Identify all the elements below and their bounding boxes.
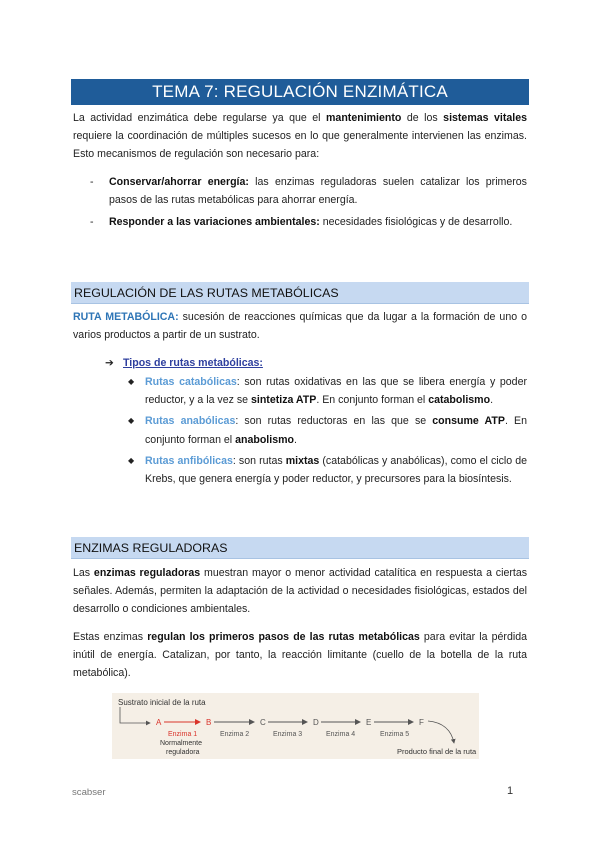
list-item xyxy=(128,373,527,409)
purpose-text: las enzimas reguladoras suelen catalizar los primeros pasos de las rutas metabólicas para ahorrar energía. xyxy=(109,176,527,207)
paragraph-text: Las xyxy=(73,567,94,579)
list-item xyxy=(90,213,527,231)
enzymes-paragraph-1 xyxy=(73,564,527,619)
route-type-bold: consume ATP xyxy=(432,415,505,428)
purpose-text: necesidades fisiológicas y de desarrollo. xyxy=(319,216,513,229)
section-heading-enzimas: ENZIMAS REGULADORAS xyxy=(71,537,529,559)
types-heading-item xyxy=(105,354,527,372)
purposes-list xyxy=(90,173,527,236)
route-type-text: . En conjunto forman el xyxy=(316,394,429,407)
pathway-node: A xyxy=(156,718,162,727)
route-type-text: . xyxy=(490,394,494,407)
route-type-name: Rutas catabólicas xyxy=(145,376,237,388)
route-type-name: Rutas anfibólicas xyxy=(145,454,233,467)
route-type-text: . xyxy=(293,433,297,446)
pathway-node: C xyxy=(260,718,266,727)
list-item xyxy=(128,452,527,488)
route-type-bold: catabolismo xyxy=(428,394,491,407)
route-type-text: : son rutas reductoras en las que se xyxy=(235,415,433,428)
page-number: 1 xyxy=(507,785,514,797)
substrate-label: Sustrato inicial de la ruta xyxy=(118,698,206,707)
diamond-bullet-icon: ◆ xyxy=(128,377,135,386)
route-type-text: . En conjunto forman el xyxy=(145,415,527,446)
enzyme-label: Enzima 3 xyxy=(273,731,303,738)
enzyme-label: Enzima 1 xyxy=(168,731,198,738)
pathway-svg xyxy=(112,693,479,759)
intro-paragraph xyxy=(73,109,527,164)
route-type-bold: mixtas xyxy=(285,454,320,467)
page-title: TEMA 7: REGULACIÓN ENZIMÁTICA xyxy=(71,79,529,105)
intro-bold-2: sistemas vitales xyxy=(443,112,527,124)
route-type-name: Rutas anabólicas xyxy=(145,415,236,428)
paragraph-text: Estas enzimas xyxy=(73,631,148,643)
enzyme-label: Enzima 4 xyxy=(326,731,356,738)
intro-text-2: de los xyxy=(401,112,444,124)
enzyme1-note: reguladora xyxy=(166,749,200,756)
paragraph-text: muestran mayor o menor actividad catalítica en respuesta a ciertas señales. Además, permiten la adaptación de la actividad o necesidades fisiológicas, estados del desarrollo o condiciones ambientales. xyxy=(73,567,528,616)
purpose-term: Responder a las variaciones ambientales: xyxy=(109,216,320,229)
types-heading: Tipos de rutas metabólicas: xyxy=(123,357,263,369)
ruta-definition xyxy=(73,308,527,344)
arrow-bullet-icon: ➔ xyxy=(105,357,114,369)
pathway-node: D xyxy=(313,718,319,727)
substrate-pointer xyxy=(120,707,150,723)
product-label: Producto final de la ruta xyxy=(397,747,477,756)
route-type-text: : son rutas oxidativas en las que se libera energía y poder reductor, y a la vez se xyxy=(145,376,527,407)
pathway-node: F xyxy=(419,718,424,727)
paragraph-bold: regulan los primeros pasos de las rutas metabólicas xyxy=(147,631,420,643)
purpose-term: Conservar/ahorrar energía: xyxy=(109,176,249,188)
enzyme-label: Enzima 2 xyxy=(220,731,250,738)
list-item xyxy=(90,173,527,209)
route-type-bold: anabolismo xyxy=(235,433,294,446)
dash-bullet: - xyxy=(90,176,94,188)
diamond-bullet-icon: ◆ xyxy=(128,455,135,465)
pathway-node: E xyxy=(366,718,372,727)
pathway-node: B xyxy=(206,718,212,727)
route-types-list xyxy=(128,373,527,491)
metabolic-pathway-diagram xyxy=(112,693,479,759)
paragraph-bold: enzimas reguladoras xyxy=(93,567,201,579)
definition-term: RUTA METABÓLICA: xyxy=(73,311,179,323)
paragraph-text: para evitar la pérdida inútil de energía. Catalizan, por tanto, la reacción limitante (cuello de la botella de la ruta metabólica). xyxy=(73,631,527,680)
diamond-bullet-icon: ◆ xyxy=(128,416,135,426)
product-pointer xyxy=(428,721,454,743)
enzyme-label: Enzima 5 xyxy=(380,731,410,738)
route-type-text: : son rutas xyxy=(232,454,286,467)
footer-author: scabser xyxy=(72,787,106,798)
section-heading-rutas: REGULACIÓN DE LAS RUTAS METABÓLICAS xyxy=(71,282,529,304)
definition-text: sucesión de reacciones químicas que da lugar a la formación de uno o varios productos a partir de un sustrato. xyxy=(73,311,528,342)
enzyme1-note: Normalmente xyxy=(160,740,203,747)
intro-bold-1: mantenimiento xyxy=(326,112,402,124)
route-type-text: (catabólicas y anabólicas), como el ciclo de Krebs, que genera energía y poder reductor, y precursores para la biosíntesis. xyxy=(145,454,528,486)
route-type-bold: sintetiza ATP xyxy=(251,394,317,407)
enzymes-paragraph-2 xyxy=(73,628,527,683)
list-item xyxy=(128,412,527,448)
intro-text-1: La actividad enzimática debe regularse ya que el xyxy=(73,112,327,124)
intro-text-3: requiere la coordinación de múltiples sucesos en lo que generalmente intervienen las enzimas. Esto mecanismos de regulación son necesario para: xyxy=(73,130,527,161)
dash-bullet: - xyxy=(90,216,94,229)
